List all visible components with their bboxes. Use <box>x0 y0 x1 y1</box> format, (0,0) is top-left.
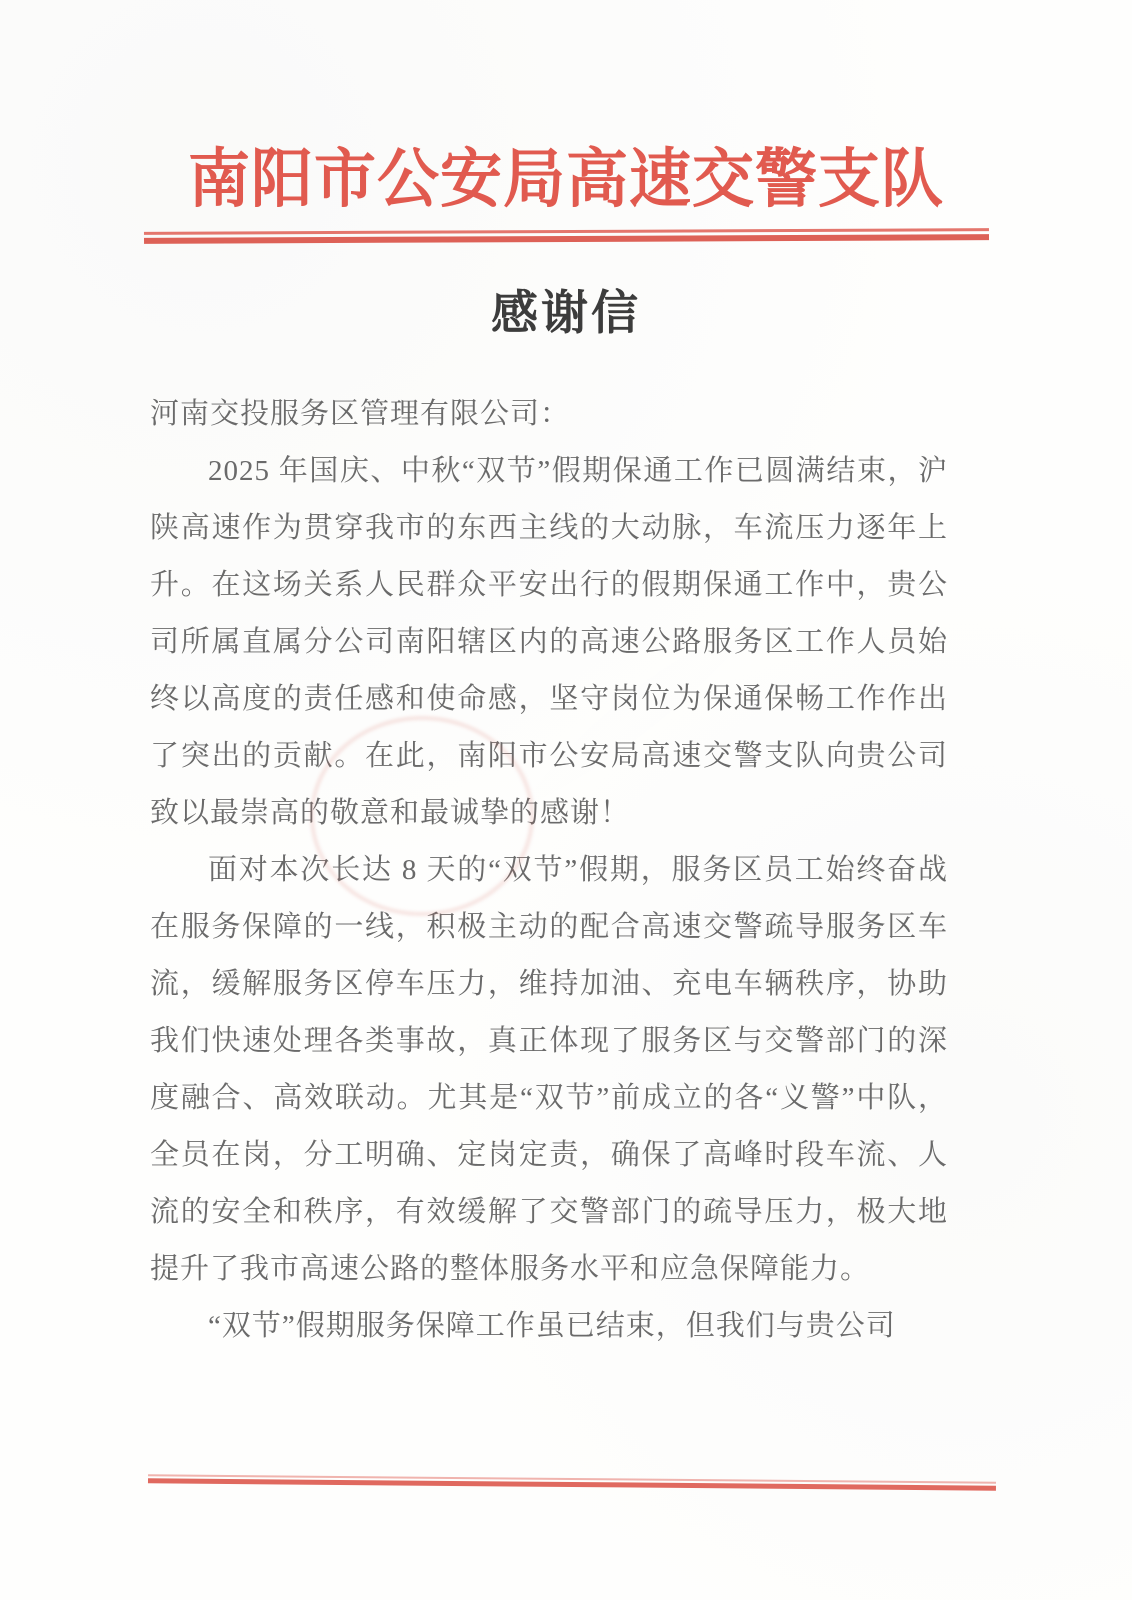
letter-body <box>150 386 948 1355</box>
footer-divider <box>148 1474 996 1490</box>
paragraph-2: 面对本次长达 8 天的“双节”假期，服务区员工始终奋战在服务保障的一线，积极主动的配合高速交警疏导服务区车流，缓解服务区停车压力，维持加油、充电车辆秩序，协助我们快速处理各类事故，真正体现了服务区与交警部门的深度融合、高效联动。尤其是“双节”前成立的各“义警”中队，全员在岗，分工明确、定岗定责，确保了高峰时段车流、人流的安全和秩序，有效缓解了交警部门的疏导压力，极大地提升了我市高速公路的整体服务水平和应急保障能力。 <box>150 854 948 1285</box>
letterhead-divider <box>143 228 988 244</box>
salutation: 河南交投服务区管理有限公司： <box>150 398 571 430</box>
letterhead-org-name: 南阳市公安局高速交警支队 <box>187 144 944 216</box>
letter-title: 感谢信 <box>491 288 641 340</box>
paragraph-3: “双节”假期服务保障工作虽已结束，但我们与贵公司 <box>208 1310 896 1342</box>
paragraph-1: 2025 年国庆、中秋“双节”假期保通工作已圆满结束，沪陕高速作为贯穿我市的东西主线的大动脉，车流压力逐年上升。在这场关系人民群众平安出行的假期保通工作中，贵公司所属直属分公司南阳辖区内的高速公路服务区工作人员始终以高度的责任感和使命感，坚守岗位为保通保畅工作作出了突出的贡献。在此，南阳市公安局高速交警支队向贵公司致以最崇高的敬意和最诚挚的感谢！ <box>150 455 948 829</box>
